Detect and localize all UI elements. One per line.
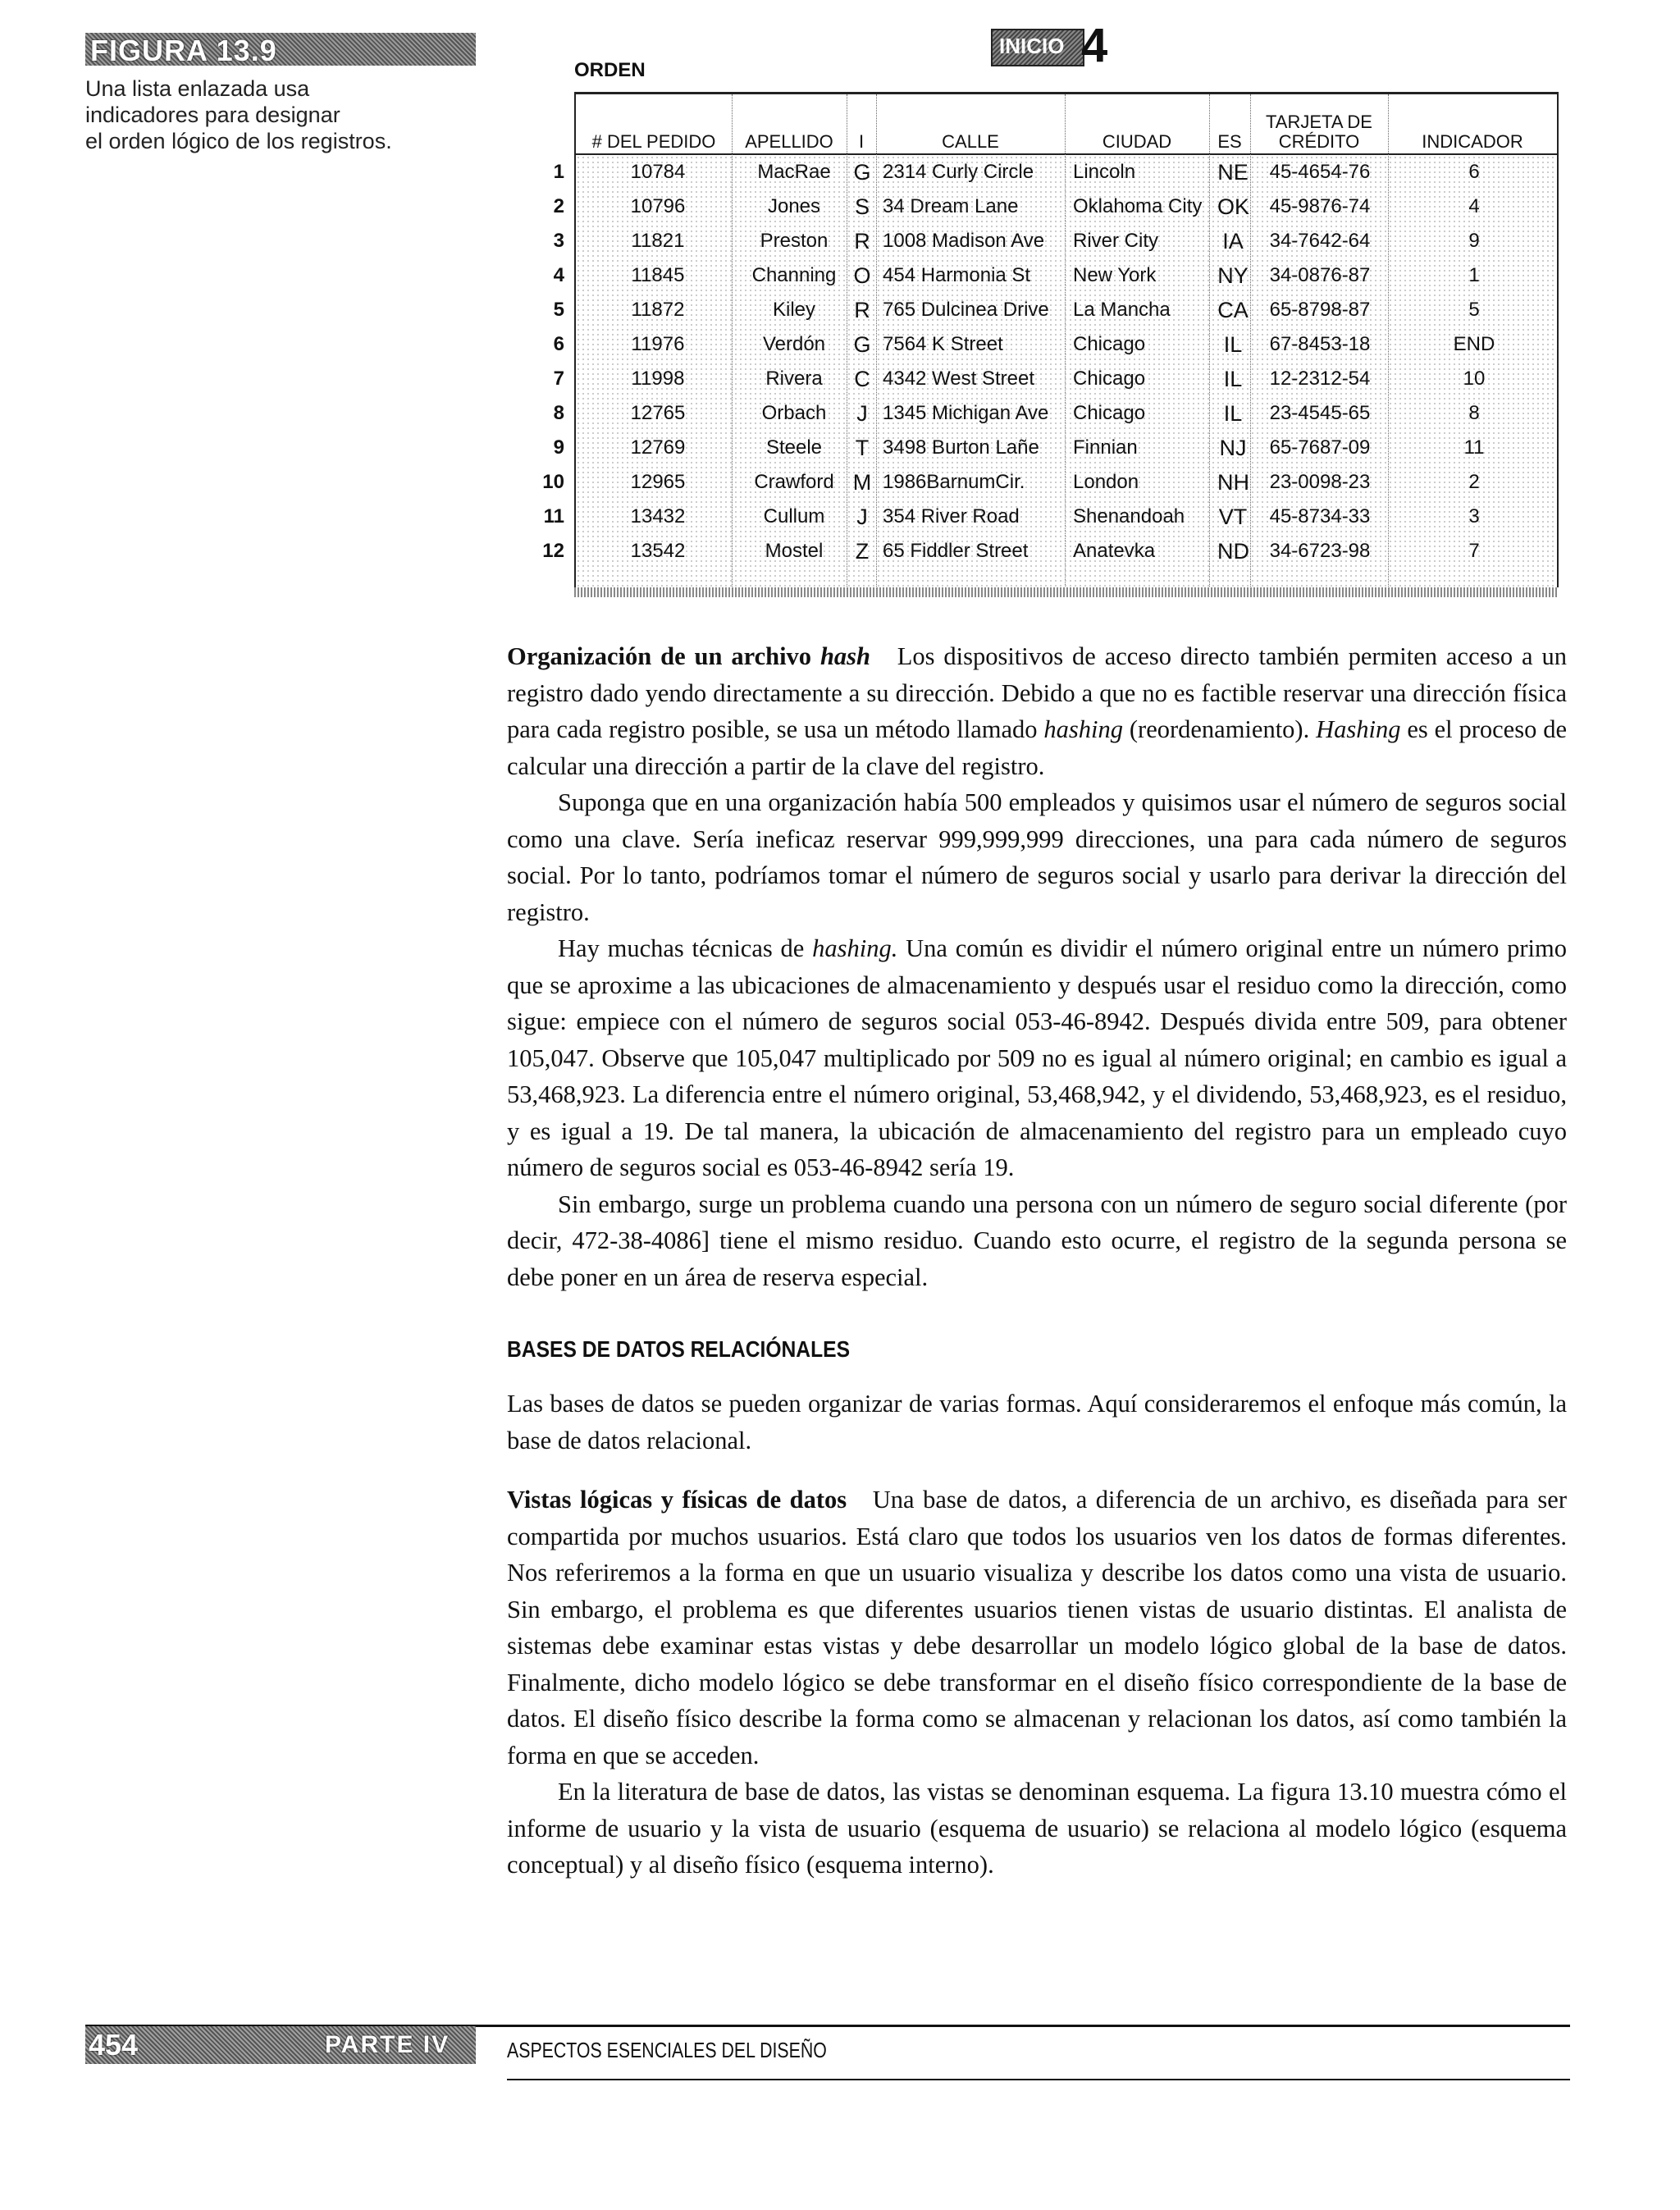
table-row (553, 155, 1557, 189)
footer-rule-bottom (507, 2079, 1570, 2080)
order-number-cell: 11976 (631, 333, 685, 355)
initial-cell: J (856, 505, 868, 529)
table-row (553, 362, 1557, 396)
last-name-cell: Cullum (763, 505, 825, 527)
initial-cell: O (853, 263, 871, 288)
street-cell: 2314 Curly Circle (883, 161, 1034, 183)
state-cell: NE (1217, 160, 1249, 185)
row-number: 1 (553, 161, 564, 183)
credit-card-cell: 23-0098-23 (1269, 471, 1371, 493)
pointer-cell: 3 (1468, 505, 1480, 527)
order-number-cell: 11845 (631, 264, 685, 286)
credit-card-cell: 67-8453-18 (1269, 333, 1371, 355)
last-name-cell: Jones (767, 195, 821, 217)
pointer-cell: 10 (1463, 368, 1486, 390)
row-number: 7 (553, 368, 564, 390)
credit-card-cell: 34-6723-98 (1269, 540, 1371, 562)
city-cell: London (1073, 471, 1139, 493)
body-text (507, 638, 1567, 1884)
city-cell: Chicago (1073, 402, 1146, 424)
street-cell: 1008 Madison Ave (883, 230, 1045, 252)
initial-cell: M (852, 470, 872, 495)
row-number: 6 (553, 333, 564, 355)
initial-cell: R (854, 298, 870, 322)
credit-card-cell: 12-2312-54 (1269, 368, 1371, 390)
header-initial: I (858, 131, 865, 152)
order-number-cell: 11872 (631, 299, 685, 321)
credit-card-cell: 34-7642-64 (1269, 230, 1371, 252)
section-heading: BASES DE DATOS RELACIÓNALES (507, 1336, 851, 1362)
table-body (542, 155, 1557, 595)
city-cell: Chicago (1073, 368, 1146, 390)
initial-cell: T (855, 436, 870, 460)
state-cell: CA (1217, 298, 1249, 322)
pointer-cell: 7 (1468, 540, 1480, 562)
paragraph: Hay muchas técnicas de hashing. Una común es dividir el número original entre un número primo que se aproxime a las ubicaciones de almacenamiento y después usar el residuo como la dirección, como sigue: empiece con el número de seguros social 053-46-8942. Después divida entre 509, para obtener 105,047. Observe que 105,047 multiplicado por 509 no es igual al número original; en cambio es igual a 53,468,923. La diferencia entre el número original, 53,468,942, y el dividendo, 53,468,923, es el residuo, y es igual a 19. De tal manera, la ubicación de almacenamiento del registro para un empleado cuyo número de seguros social es 053-46-8942 sería 19. (507, 934, 1567, 1181)
row-number: 5 (553, 299, 564, 321)
last-name-cell: Verdón (762, 333, 826, 355)
street-cell: 1345 Michigan Ave (883, 402, 1049, 424)
paragraph: Sin embargo, surge un problema cuando una persona con un número de seguro social diferente (por decir, 472-38-4086] tiene el mismo residuo. Cuando esto ocurre, el registro de la segunda persona se debe poner en un área de reserva especial. (507, 1189, 1567, 1291)
credit-card-cell: 65-7687-09 (1269, 436, 1371, 459)
linked-list-table (542, 92, 1559, 596)
part-label: PARTE IV (325, 2031, 450, 2058)
page-number: 454 (89, 2028, 139, 2062)
street-cell: 3498 Burton Lañe (883, 436, 1039, 459)
paragraph: Organización de un archivo hash Los dispositivos de acceso directo también permiten acceso a un registro dado yendo directamente a su dirección. Debido a que no es factible reservar una dirección física para cada registro posible, se usa un método llamado hashing (reordenamiento). Hashing es el proceso de calcular una dirección a partir de la clave del registro. (507, 642, 1568, 780)
row-number: 12 (542, 540, 564, 562)
footer-page-block (85, 2026, 476, 2064)
city-cell: Finnian (1073, 436, 1138, 459)
start-marker-value: 4 (1081, 19, 1108, 72)
credit-card-cell: 45-9876-74 (1269, 195, 1371, 217)
figure-caption (85, 75, 471, 154)
credit-card-cell: 65-8798-87 (1269, 299, 1371, 321)
row-number: 3 (553, 230, 564, 252)
pointer-cell: 11 (1463, 436, 1485, 459)
table-row (553, 327, 1557, 362)
order-number-cell: 10784 (630, 161, 686, 183)
header-pointer: INDICADOR (1422, 131, 1523, 152)
row-number: 4 (553, 264, 564, 286)
paragraph: Suponga que en una organización había 500 empleados y quisimos usar el número de seguros social como una clave. Sería ineficaz reservar 999,999,999 direcciones, una para cada número de seguros social. Por lo tanto, podríamos tomar el número de seguros social y usarlo para derivar la dirección del registro. (507, 788, 1567, 926)
city-cell: Oklahoma City (1073, 195, 1203, 217)
order-number-cell: 10796 (630, 195, 686, 217)
street-cell: 765 Dulcinea Drive (883, 299, 1049, 321)
city-cell: River City (1073, 230, 1159, 252)
header-order-number: # DEL PEDIDO (591, 131, 716, 152)
initial-cell: J (856, 401, 868, 426)
street-cell: 65 Fiddler Street (883, 540, 1029, 562)
table-header (576, 94, 1557, 155)
state-cell: NH (1217, 470, 1249, 495)
initial-cell: G (853, 160, 871, 185)
run-in-heading: Vistas lógicas y físicas de datos (507, 1486, 847, 1514)
order-number-cell: 12965 (630, 471, 686, 493)
paragraph: En la literatura de base de datos, las vistas se denominan esquema. La figura 13.10 muestra cómo el informe de usuario y la vista de usuario (esquema de usuario) se relaciona al modelo lógico (esquema conceptual) y al diseño físico (esquema interno). (507, 1778, 1567, 1879)
credit-card-cell: 23-4545-65 (1269, 402, 1371, 424)
last-name-cell: Crawford (754, 471, 834, 493)
state-cell: IL (1223, 401, 1243, 426)
city-cell: Lincoln (1073, 161, 1136, 183)
row-number: 9 (553, 436, 564, 459)
last-name-cell: Kiley (772, 299, 816, 321)
pointer-cell: 5 (1468, 299, 1480, 321)
pointer-cell: 6 (1468, 161, 1480, 183)
state-cell: IA (1222, 229, 1244, 253)
city-cell: La Mancha (1073, 299, 1171, 321)
table-row (553, 293, 1557, 327)
row-number: 2 (553, 195, 564, 217)
run-in-heading: Organización de un archivo hash (507, 642, 870, 670)
paragraph: Las bases de datos se pueden organizar de varias formas. Aquí consideraremos el enfoque más común, la base de datos relacional. (507, 1390, 1567, 1454)
table-row (543, 500, 1557, 534)
order-number-cell: 12765 (630, 402, 686, 424)
figure-label-text: FIGURA 13.9 (90, 34, 277, 67)
street-cell: 34 Dream Lane (883, 195, 1019, 217)
credit-card-cell: 34-0876-87 (1269, 264, 1371, 286)
street-cell: 454 Harmonia St (883, 264, 1031, 286)
street-cell: 1986BarnumCir. (883, 471, 1025, 493)
pointer-cell: 9 (1468, 230, 1480, 252)
initial-cell: Z (855, 539, 870, 564)
caption-line: indicadores para designar (85, 103, 340, 127)
state-cell: VT (1218, 505, 1248, 529)
city-cell: Shenandoah (1073, 505, 1185, 527)
last-name-cell: Mostel (765, 540, 824, 562)
last-name-cell: Orbach (761, 402, 827, 424)
order-number-cell: 13542 (630, 540, 686, 562)
street-cell: 4342 West Street (883, 368, 1034, 390)
initial-cell: R (854, 229, 870, 253)
row-number: 8 (553, 402, 564, 424)
state-cell: IL (1223, 332, 1243, 357)
credit-card-cell: 45-4654-76 (1269, 161, 1371, 183)
caption-line: Una lista enlazada usa (85, 76, 310, 101)
last-name-cell: Channing (751, 264, 837, 286)
header-last-name: APELLIDO (745, 131, 833, 152)
city-cell: New York (1073, 264, 1157, 286)
table-row (542, 534, 1557, 568)
pointer-cell: 4 (1468, 195, 1480, 217)
pointer-cell: 8 (1468, 402, 1480, 424)
street-cell: 7564 K Street (883, 333, 1003, 355)
last-name-cell: MacRae (757, 161, 831, 183)
state-cell: OK (1217, 194, 1250, 219)
state-cell: IL (1223, 367, 1243, 391)
row-number: 10 (542, 471, 564, 493)
table-row (553, 431, 1557, 465)
caption-line: el orden lógico de los registros. (85, 129, 392, 153)
credit-card-cell: 45-8734-33 (1269, 505, 1371, 527)
order-number-cell: 13432 (630, 505, 686, 527)
last-name-cell: Steele (765, 436, 823, 459)
street-cell: 354 River Road (883, 505, 1020, 527)
start-marker-label: INICIO (999, 34, 1065, 58)
row-number: 11 (543, 505, 564, 527)
table-bottom-edge (574, 587, 1559, 597)
header-credit-card: TARJETA DE CRÉDITO (1266, 112, 1372, 152)
pointer-cell: END (1453, 333, 1495, 355)
city-cell: Anatevka (1073, 540, 1156, 562)
last-name-cell: Rivera (765, 368, 823, 390)
table-title: ORDEN (574, 59, 646, 81)
order-number-cell: 11998 (631, 368, 685, 390)
order-number-cell: 12769 (630, 436, 686, 459)
order-number-cell: 11821 (631, 230, 685, 252)
pointer-cell: 1 (1468, 264, 1480, 286)
state-cell: NJ (1219, 436, 1247, 460)
footer-section-title: ASPECTOS ESENCIALES DEL DISEÑO (507, 2038, 827, 2062)
table-row (553, 224, 1557, 258)
figure-label (85, 33, 476, 66)
table-row (553, 258, 1557, 293)
city-cell: Chicago (1073, 333, 1146, 355)
state-cell: ND (1217, 539, 1249, 564)
initial-cell: S (854, 194, 870, 219)
paragraph: Vistas lógicas y físicas de datos Una base de datos, a diferencia de un archivo, es diseñada para ser compartida por muchos usuarios. Está claro que todos los usuarios ven los datos de formas diferentes. Nos referiremos a la forma en que un usuario visualiza y describe los datos como una vista de usuario. Sin embargo, el problema es que diferentes usuarios tienen vistas de usuario distintas. El analista de sistemas debe examinar estas vistas y debe desarrollar un modelo lógico global de la base de datos. Finalmente, dicho modelo lógico se debe transformar en el diseño físico correspondiente de la base de datos. El diseño físico describe la forma como se almacenan y relacionan los datos, así como también la forma en que se acceden. (507, 1486, 1567, 1769)
initial-cell: C (854, 367, 870, 391)
table-row (553, 396, 1557, 431)
header-state: ES (1217, 131, 1242, 152)
header-city: CIUDAD (1102, 131, 1172, 152)
pointer-cell: 2 (1468, 471, 1480, 493)
last-name-cell: Preston (760, 230, 829, 252)
state-cell: NY (1217, 263, 1249, 288)
header-street: CALLE (942, 131, 999, 152)
table-row (553, 189, 1557, 224)
table-row (542, 465, 1557, 500)
start-marker (991, 29, 1084, 66)
initial-cell: G (853, 332, 871, 357)
